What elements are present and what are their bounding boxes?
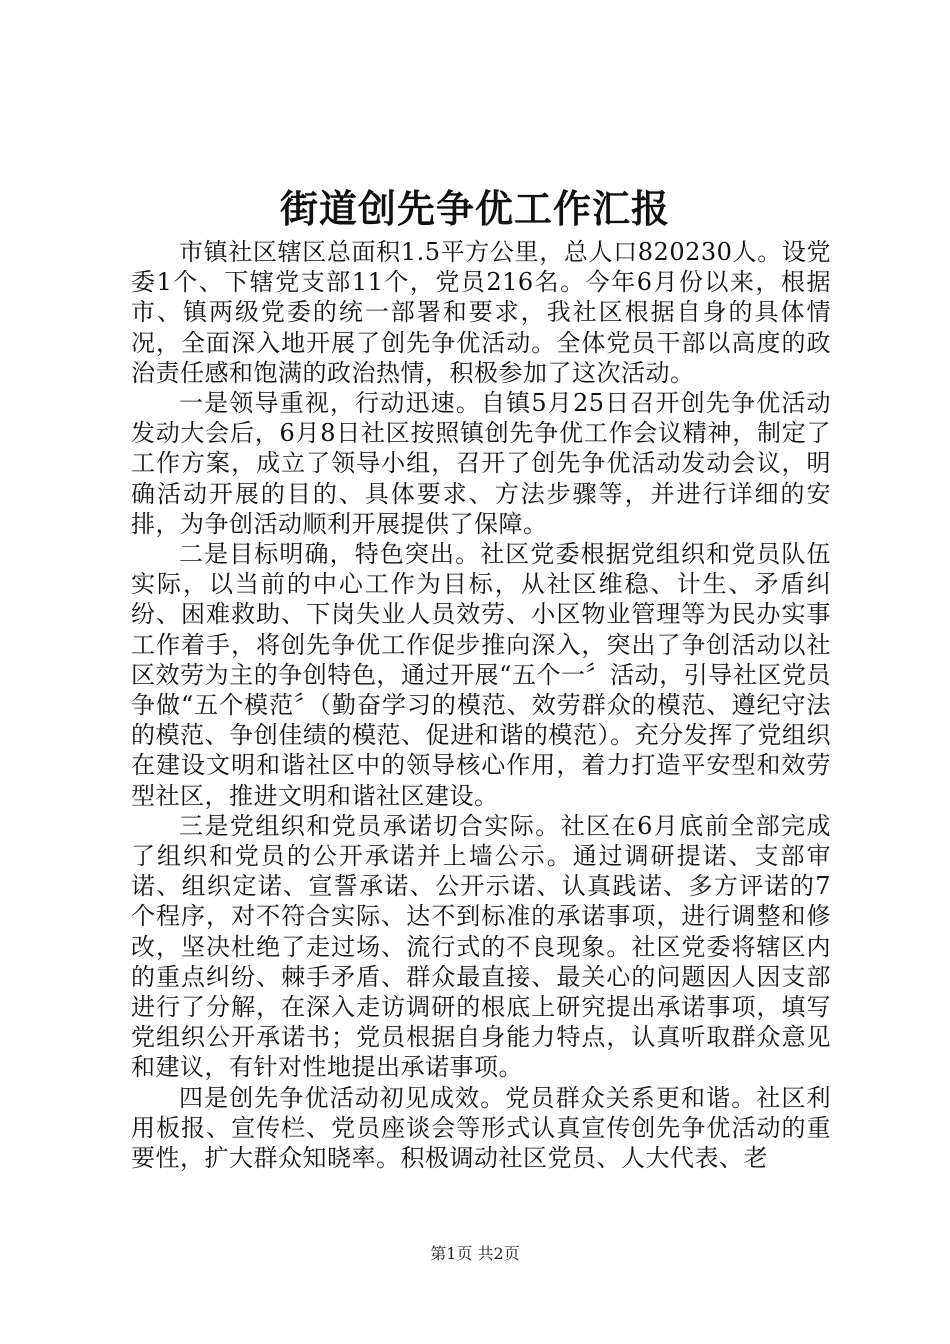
- paragraph-intro: 市镇社区辖区总面积1.5平方公里，总人口820230人。设党委1个、下辖党支部11个，党员216名。今年6月份以来，根据市、镇两级党委的统一部署和要求，我社区根据自身的具体情况，全面深入地开展了创先争优活动。全体党员干部以高度的政治责任感和饱满的政治热情，积极参加了这次活动。: [131, 238, 831, 387]
- document-body: [131, 237, 831, 1173]
- paragraph-commitments: 三是党组织和党员承诺切合实际。社区在6月底前全部完成了组织和党员的公开承诺并上墙公示。通过调研提诺、支部审诺、组织定诺、宣誓承诺、公开示诺、认真践诺、多方评诺的7个程序，对不符合实际、达不到标准的承诺事项，进行调整和修改，坚决杜绝了走过场、流行式的不良现象。社区党委将辖区内的重点纠纷、棘手矛盾、群众最直接、最关心的问题因人因支部进行了分解，在深入走访调研的根底上研究提出承诺事项，填写党组织公开承诺书；党员根据自身能力特点，认真听取群众意见和建议，有针对性地提出承诺事项。: [131, 811, 831, 1082]
- paragraph-leadership: 一是领导重视，行动迅速。自镇5月25日召开创先争优活动发动大会后，6月8日社区按照镇创先争优工作会议精神，制定了工作方案，成立了领导小组，召开了创先争优活动发动会议，明确活动开展的目的、具体要求、方法步骤等，并进行详细的安排，为争创活动顺利开展提供了保障。: [131, 389, 831, 538]
- document-title: 街道创先争优工作汇报: [279, 186, 670, 231]
- paragraph-goals: 二是目标明确，特色突出。社区党委根据党组织和党员队伍实际，以当前的中心工作为目标，从社区维稳、计生、矛盾纠纷、困难救助、下岗失业人员效劳、小区物业管理等为民办实事工作着手，将创先争优工作促步推向深入，突出了争创活动以社区效劳为主的争创特色，通过开展“五个一〞活动，引导社区党员争做“五个模范〞（勤奋学习的模范、效劳群众的模范、遵纪守法的模范、争创佳绩的模范、促进和谐的模范）。充分发挥了党组织在建设文明和谐社区中的领导核心作用，着力打造平安型和效劳型社区，推进文明和谐社区建设。: [131, 540, 831, 810]
- paragraph-results: 四是创先争优活动初见成效。党员群众关系更和谐。社区利用板报、宣传栏、党员座谈会等形式认真宣传创先争优活动的重要性，扩大群众知晓率。积极调动社区党员、人大代表、老: [131, 1083, 831, 1173]
- page-footer: 第1页 共2页: [430, 1244, 520, 1263]
